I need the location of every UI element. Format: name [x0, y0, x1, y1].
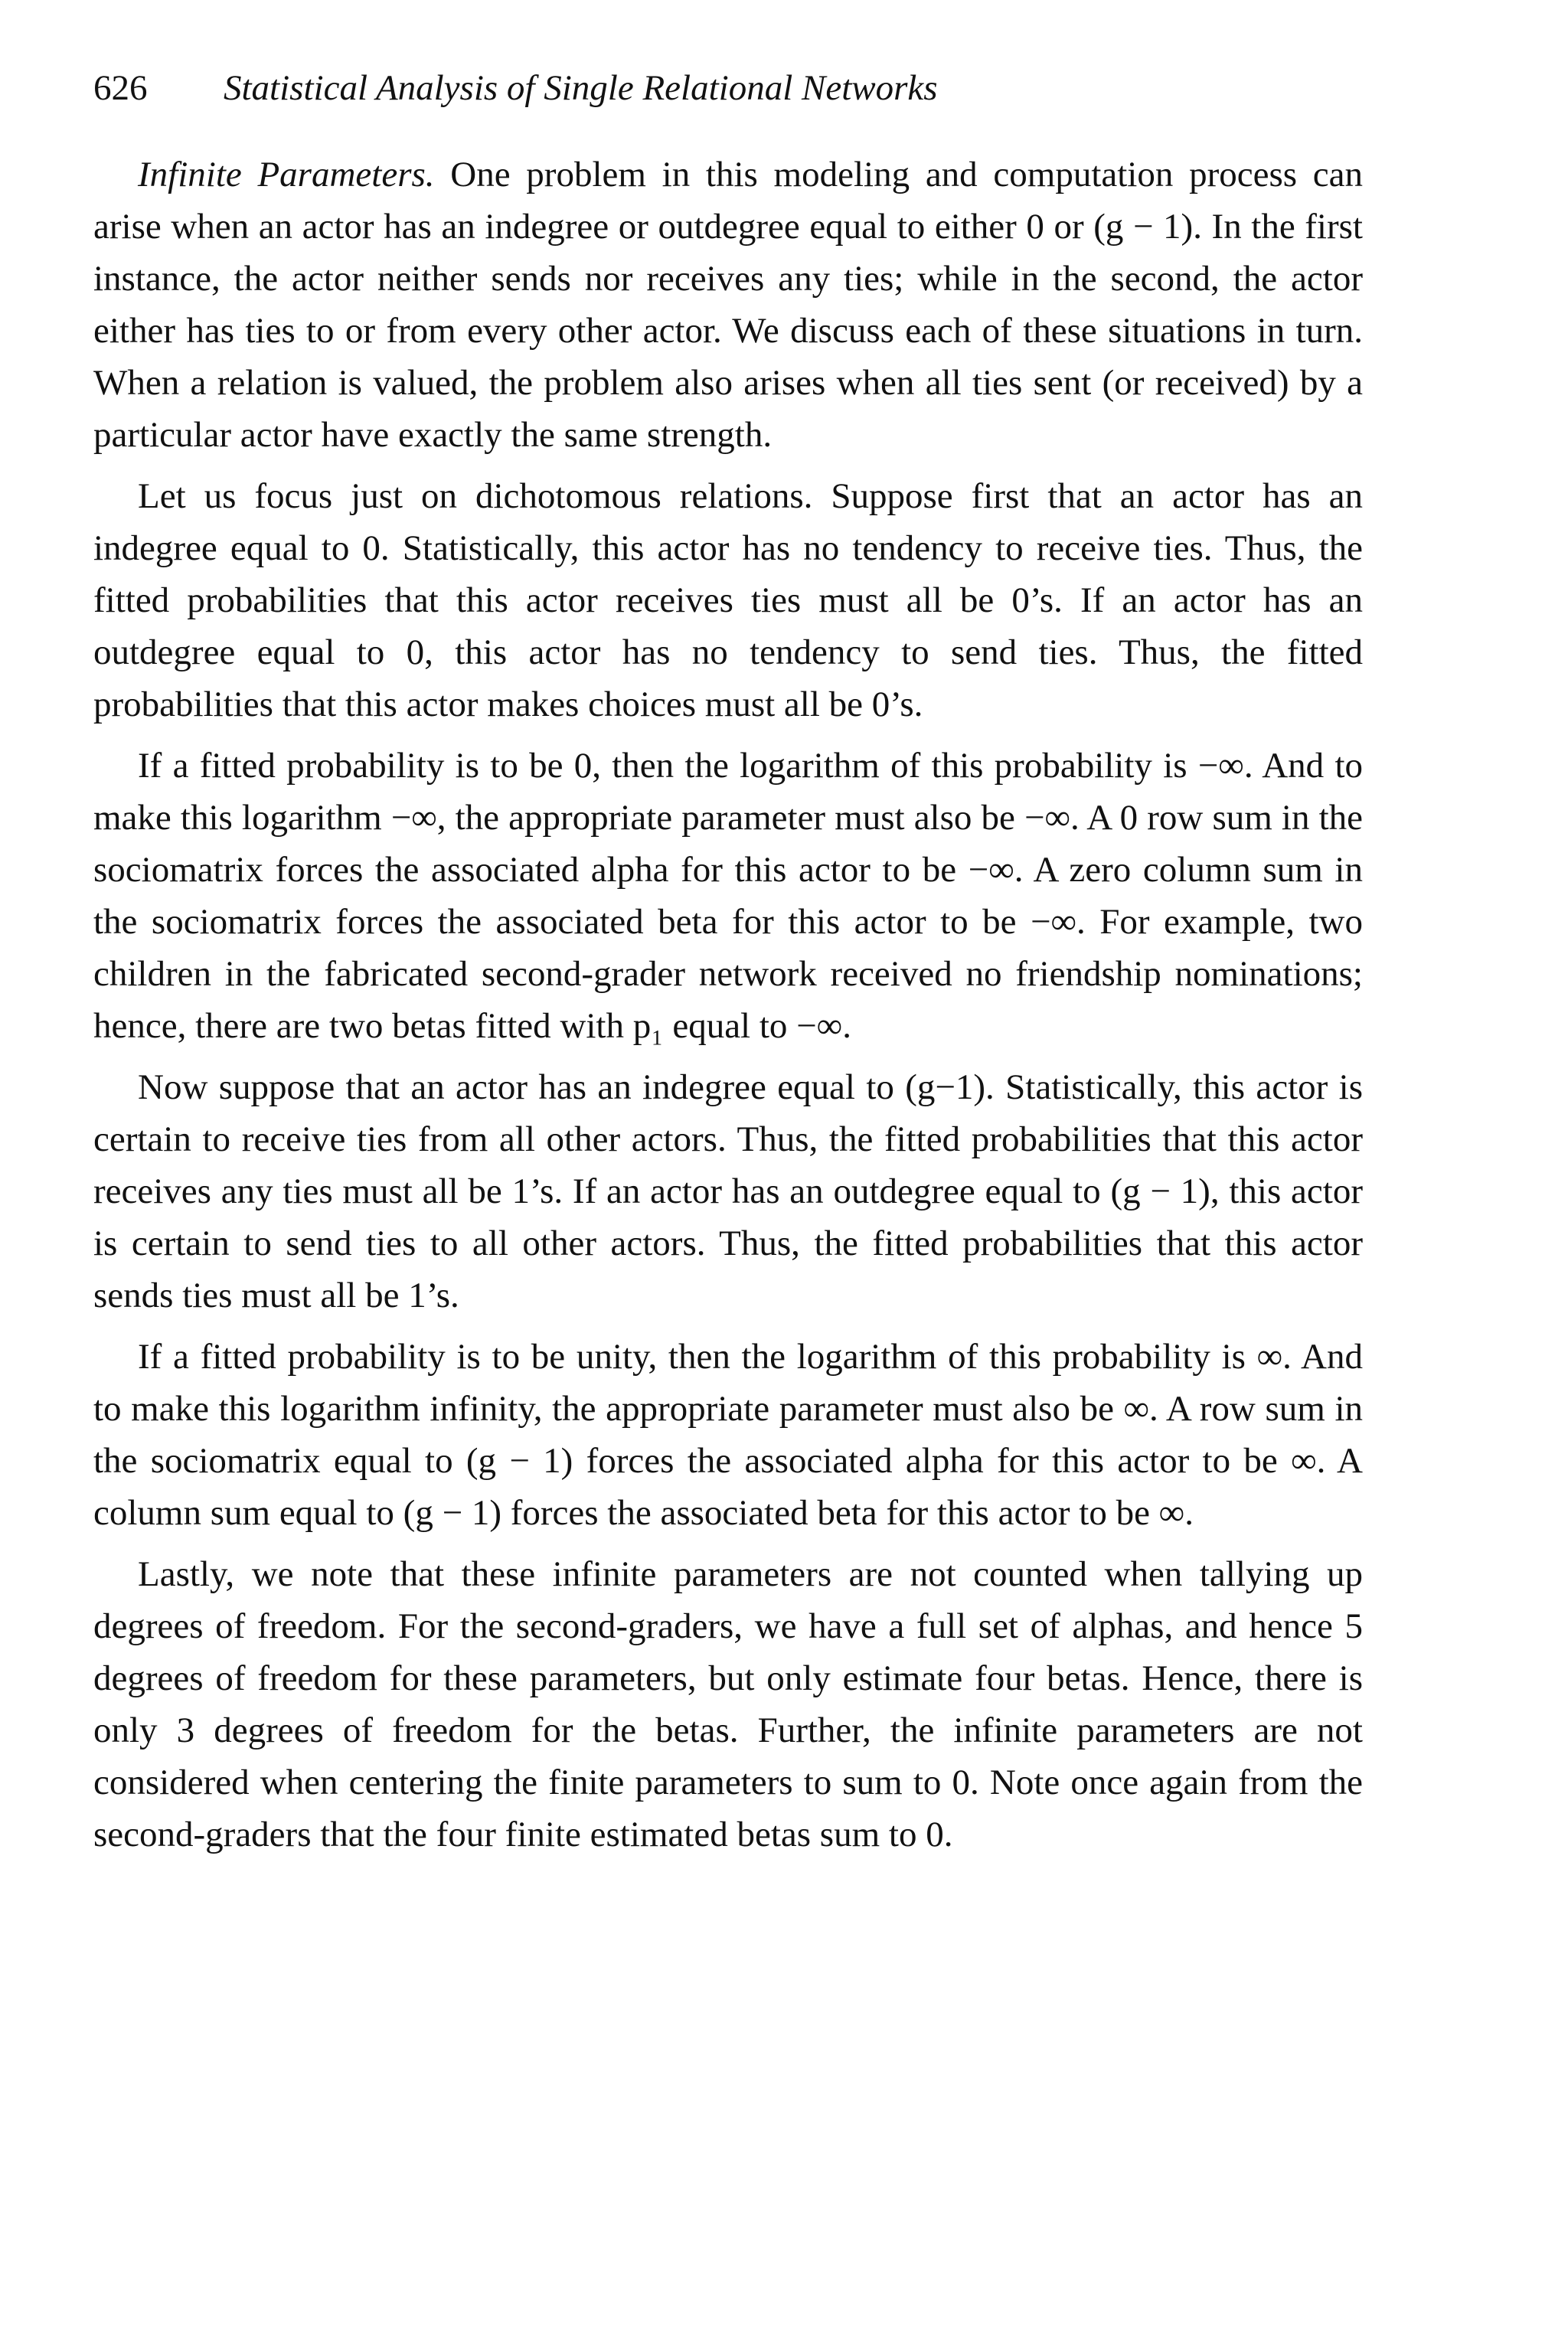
running-title: Statistical Analysis of Single Relational Networks: [224, 68, 938, 108]
paragraph-degrees-of-freedom: Lastly, we note that these infinite parameters are not counted when tallying up degrees of freedom. For the second-graders, we have a full set of alphas, and hence 5 degrees of freedom for these parameters, but only estimate four betas. Hence, there is only 3 degrees of freedom for the betas. Further, the infinite parameters are not considered when centering the finite parameters to sum to 0. Note once again from the second-graders that the four finite estimated betas sum to 0.: [93, 1554, 1363, 1854]
section-lead-in: Infinite Parameters.: [138, 155, 435, 194]
paragraph-infinite-parameters: [93, 149, 1363, 461]
paragraph-zero-probability: If a fitted probability is to be 0, then the logarithm of this probability is −∞. And to make this logarithm −∞, the appropriate parameter must also be −∞. A 0 row sum in the sociomatrix forces the associated alpha for this actor to be −∞. A zero column sum in the sociomatrix forces the associated beta for this actor to be −∞. For example, two children in the fabricated second-grader network received no friendship nominations; hence, there are two betas fitted with p₁ equal to −∞.: [93, 746, 1363, 1046]
paragraph-dichotomous-relations: Let us focus just on dichotomous relations. Suppose first that an actor has an indegree equal to 0. Statistically, this actor has no tendency to receive ties. Thus, the fitted probabilities that this actor receives ties must all be 0’s. If an actor has an outdegree equal to 0, this actor has no tendency to send ties. Thus, the fitted probabilities that this actor makes choices must all be 0’s.: [93, 476, 1363, 724]
paragraph-indegree-g-minus-1: Now suppose that an actor has an indegree equal to (g−1). Statistically, this actor is certain to receive ties from all other actors. Thus, the fitted probabilities that this actor receives any ties must all be 1’s. If an actor has an outdegree equal to (g − 1), this actor is certain to send ties to all other actors. Thus, the fitted probabilities that this actor sends ties must all be 1’s.: [93, 1067, 1363, 1315]
body-text: [93, 149, 1363, 1861]
running-head: [93, 63, 1363, 113]
page-number: 626: [93, 68, 148, 108]
paragraph-1-text: One problem in this modeling and computation process can arise when an actor has an indegree or outdegree equal to either 0 or (g − 1). In the first instance, the actor neither sends nor receives any ties; while in the second, the actor either has ties to or from every other actor. We discuss each of these situations in turn. When a relation is valued, the problem also arises when all ties sent (or received) by a particular actor have exactly the same strength.: [93, 155, 1363, 455]
book-page: [93, 63, 1363, 1870]
paragraph-unity-probability: If a fitted probability is to be unity, then the logarithm of this probability is ∞. And to make this logarithm infinity, the appropriate parameter must also be ∞. A row sum in the sociomatrix equal to (g − 1) forces the associated alpha for this actor to be ∞. A column sum equal to (g − 1) forces the associated beta for this actor to be ∞.: [93, 1337, 1363, 1533]
